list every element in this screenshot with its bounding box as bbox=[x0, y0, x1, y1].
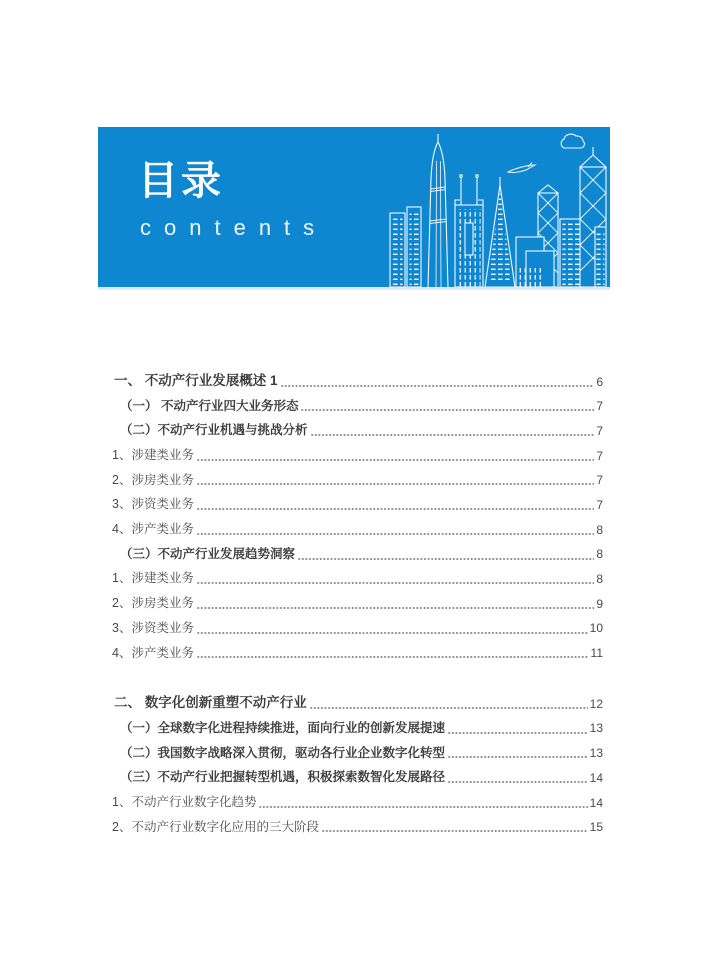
toc-entry-label: 二、 数字化创新重塑不动产行业 bbox=[114, 695, 307, 711]
toc-entry-page: 14 bbox=[589, 770, 603, 785]
cloud-icon bbox=[561, 134, 584, 148]
toc-entry[interactable] bbox=[98, 393, 603, 418]
toc-entry-label: 4、涉产类业务 bbox=[112, 522, 194, 537]
toc-entry-label: （三）不动产行业把握转型机遇，积极探索数智化发展路径 bbox=[120, 770, 446, 785]
toc-entry-label: （二）我国数字战略深入贯彻，驱动各行业企业数字化转型 bbox=[120, 745, 446, 760]
toc-entry-label: 3、涉资类业务 bbox=[112, 620, 194, 635]
toc-entry[interactable] bbox=[98, 541, 603, 566]
dot-leader bbox=[310, 706, 588, 710]
toc-entry[interactable] bbox=[98, 615, 603, 640]
toc-entry-label: 2、不动产行业数字化应用的三大阶段 bbox=[112, 819, 319, 834]
toc-entry-page: 7 bbox=[596, 473, 603, 488]
toc-entry-page: 13 bbox=[589, 721, 603, 736]
toc-entry-page: 11 bbox=[590, 646, 603, 661]
toc-entry[interactable] bbox=[98, 442, 603, 467]
toc-entry[interactable] bbox=[98, 764, 603, 789]
toc-entry[interactable] bbox=[98, 566, 603, 591]
toc-entry-page: 8 bbox=[596, 572, 603, 586]
toc-banner bbox=[98, 127, 610, 290]
toc-entry[interactable] bbox=[98, 417, 603, 442]
toc-entry-label: （一）全球数字化进程持续推进，面向行业的创新发展提速 bbox=[120, 720, 446, 735]
toc-entry-page: 12 bbox=[589, 696, 603, 711]
dot-leader bbox=[197, 458, 594, 462]
toc-entry[interactable] bbox=[98, 368, 603, 393]
toc-entry-page: 7 bbox=[596, 399, 603, 414]
toc-entry-page: 8 bbox=[596, 547, 603, 562]
toc-entry-label: 2、涉房类业务 bbox=[112, 472, 194, 487]
dot-leader bbox=[197, 532, 594, 536]
dot-leader bbox=[301, 408, 594, 412]
toc-entry-page: 15 bbox=[589, 820, 603, 835]
toc-entry-label: 1、不动产行业数字化趋势 bbox=[112, 794, 257, 809]
toc-entry-page: 10 bbox=[589, 621, 603, 636]
toc-entry-page: 14 bbox=[589, 795, 603, 810]
dot-leader bbox=[197, 631, 588, 635]
city-skyline-icon bbox=[98, 127, 610, 287]
toc-entry-page: 7 bbox=[596, 423, 603, 438]
dot-leader bbox=[197, 606, 594, 610]
dot-leader bbox=[197, 581, 594, 585]
toc-entry-label: （二）不动产行业机遇与挑战分析 bbox=[120, 423, 308, 438]
toc-entry-label: （三）不动产行业发展趋势洞察 bbox=[120, 546, 296, 561]
dot-leader bbox=[448, 755, 588, 759]
dot-leader bbox=[281, 384, 595, 388]
dot-leader bbox=[197, 482, 594, 486]
toc-entry-page: 8 bbox=[596, 522, 603, 537]
toc-section bbox=[98, 690, 603, 838]
dot-leader bbox=[448, 731, 588, 735]
toc-entry[interactable] bbox=[98, 814, 603, 839]
toc-entry-label: 4、涉产类业务 bbox=[112, 645, 194, 660]
dot-leader bbox=[322, 829, 588, 833]
toc-entry-page: 9 bbox=[596, 596, 603, 611]
dot-leader bbox=[197, 655, 589, 659]
toc-entry-label: 一、 不动产行业发展概述 1 bbox=[114, 372, 278, 388]
toc-entry-page: 7 bbox=[596, 497, 603, 512]
dot-leader bbox=[311, 433, 595, 437]
toc-entry[interactable] bbox=[98, 690, 603, 715]
toc-entry-page: 6 bbox=[596, 374, 603, 389]
page-title: 目录 bbox=[138, 159, 224, 203]
toc-entry[interactable] bbox=[98, 590, 603, 615]
toc-entry[interactable] bbox=[98, 467, 603, 492]
toc-entry-label: 1、涉建类业务 bbox=[112, 448, 194, 462]
toc-entry[interactable] bbox=[98, 516, 603, 541]
toc-entry[interactable] bbox=[98, 640, 603, 665]
toc-entry-label: （一） 不动产行业四大业务形态 bbox=[120, 398, 299, 413]
toc-entry-page: 13 bbox=[589, 746, 603, 761]
toc-entry-label: 1、涉建类业务 bbox=[112, 571, 194, 586]
dot-leader bbox=[259, 805, 587, 809]
table-of-contents bbox=[98, 368, 603, 838]
dot-leader bbox=[298, 557, 594, 561]
toc-entry[interactable] bbox=[98, 491, 603, 516]
toc-entry[interactable] bbox=[98, 740, 603, 765]
toc-entry[interactable] bbox=[98, 715, 603, 740]
toc-entry-page: 7 bbox=[596, 448, 603, 463]
page-subtitle: contents bbox=[140, 215, 328, 240]
dot-leader bbox=[448, 780, 588, 784]
toc-entry-label: 2、涉房类业务 bbox=[112, 596, 194, 611]
plane-icon bbox=[508, 163, 535, 173]
toc-entry[interactable] bbox=[98, 789, 603, 814]
dot-leader bbox=[197, 507, 594, 511]
toc-entry-label: 3、涉资类业务 bbox=[112, 497, 194, 512]
toc-section bbox=[98, 368, 603, 664]
